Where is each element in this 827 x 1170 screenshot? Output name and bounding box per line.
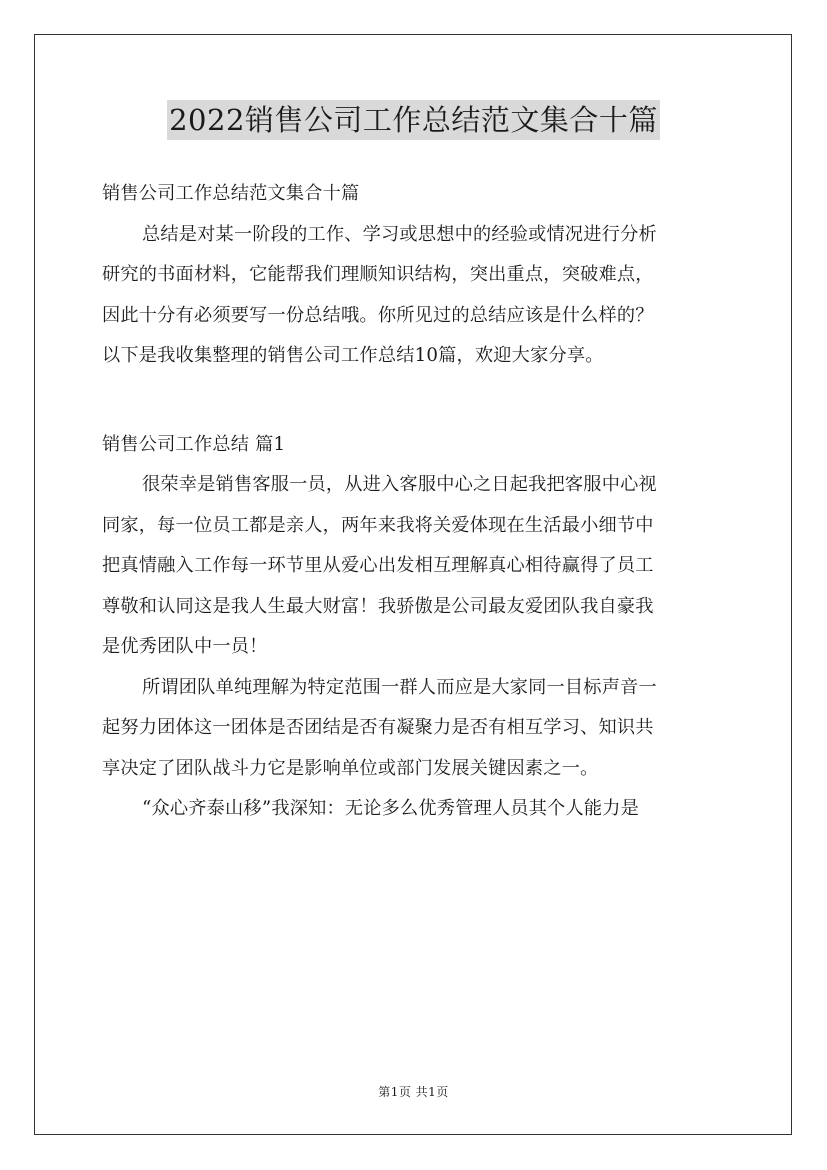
page-footer: 第1页 共1页	[378, 1085, 449, 1099]
paragraph-line: 是优秀团队中一员！	[102, 636, 268, 657]
intro-paragraph	[102, 215, 728, 377]
section1-paragraph-2	[102, 668, 728, 790]
paragraph-line: “众心齐泰山移”我深知：无论多么优秀管理人员其个人能力是	[142, 798, 640, 819]
document-body	[102, 174, 728, 830]
section1-paragraph-3	[102, 789, 728, 830]
title-container	[0, 100, 827, 140]
section-spacer	[102, 377, 728, 425]
paragraph-line: 很荣幸是销售客服一员，从进入客服中心之日起我把客服中心视	[142, 474, 657, 495]
paragraph-line: 尊敬和认同这是我人生最大财富！我骄傲是公司最友爱团队我自豪我	[102, 595, 654, 617]
paragraph-line: 起努力团体这一团体是否团结是否有凝聚力是否有相互学习、知识共	[102, 717, 654, 738]
paragraph-line: 以下是我收集整理的销售公司工作总结10篇，欢迎大家分享。	[102, 345, 604, 366]
paragraph-line: 享决定了团队战斗力它是影响单位或部门发展关键因素之一。	[102, 757, 599, 779]
subtitle: 销售公司工作总结范文集合十篇	[102, 183, 360, 204]
paragraph-line: 研究的书面材料，它能帮我们理顺知识结构，突出重点，突破难点，	[102, 264, 654, 285]
paragraph-line: 把真情融入工作每一环节里从爱心出发相互理解真心相待赢得了员工	[102, 555, 654, 576]
paragraph-line: 总结是对某一阶段的工作、学习或思想中的经验或情况进行分析	[142, 223, 657, 245]
document-title: 2022销售公司工作总结范文集合十篇	[167, 100, 660, 140]
section1-paragraph-1	[102, 465, 728, 668]
paragraph-line: 因此十分有必须要写一份总结哦。你所见过的总结应该是什么样的？	[102, 304, 654, 326]
section-heading: 销售公司工作总结 篇1	[102, 433, 286, 455]
paragraph-line: 同家，每一位员工都是亲人，两年来我将关爱体现在生活最小细节中	[102, 514, 654, 536]
paragraph-line: 所谓团队单纯理解为特定范围一群人而应是大家同一目标声音一	[142, 676, 657, 698]
